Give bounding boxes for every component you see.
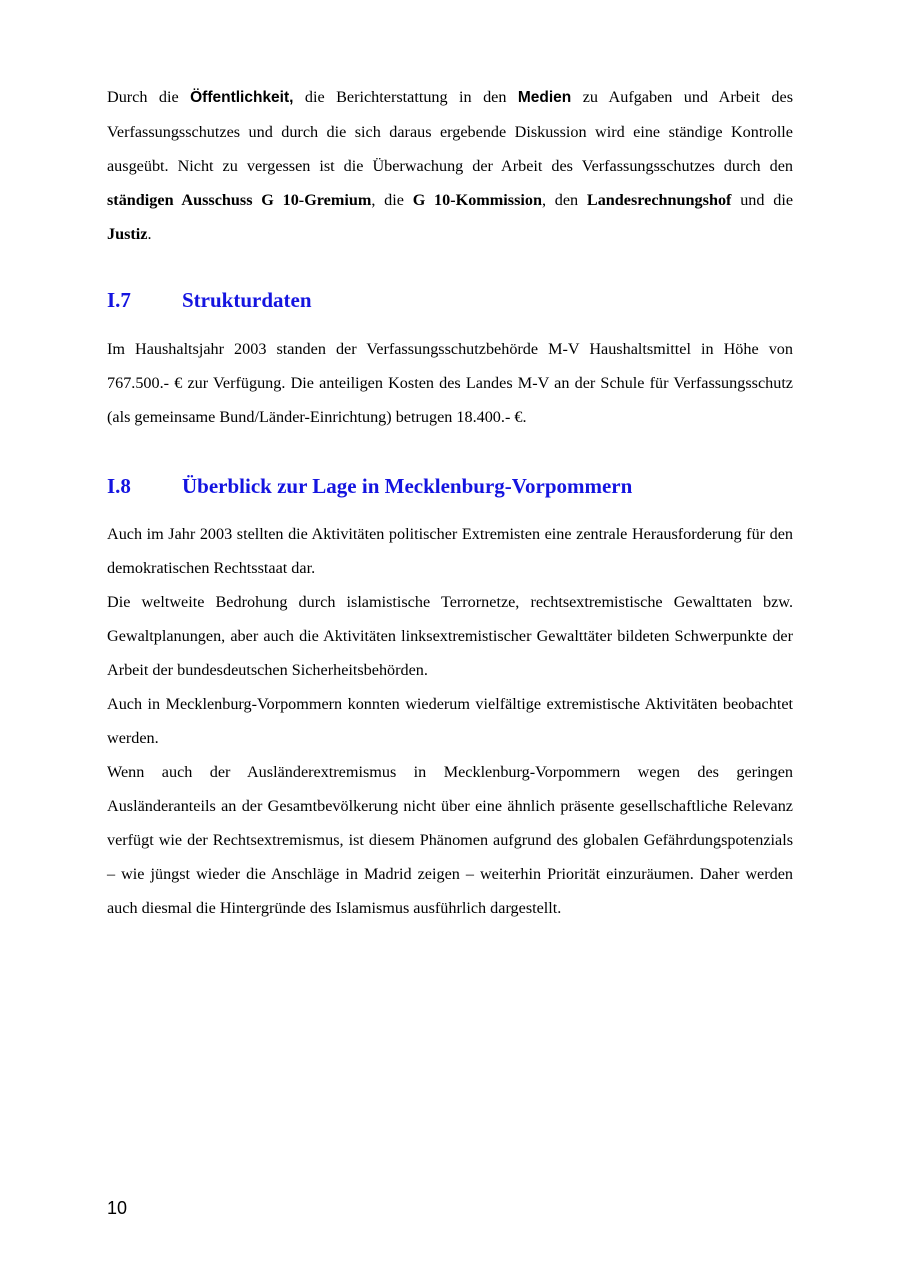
term-oeffentlichkeit: Öffentlichkeit,: [190, 89, 294, 106]
intro-text: und die: [731, 191, 794, 209]
term-ausschuss: ständigen Ausschuss G 10-Gremium: [107, 191, 372, 209]
lage-paragraph: Auch im Jahr 2003 stellten die Aktivitäten politischer Extremisten eine zentrale Herausforderung für den demokratischen Rechtsstaat dar.: [107, 525, 793, 577]
section-number: I.7: [107, 288, 131, 312]
page-content: [107, 80, 793, 925]
intro-text: Durch die: [107, 88, 191, 106]
intro-text: zu Aufgaben und Arbeit des Verfassungsschutzes und durch die sich daraus ergebende Diskussion wird eine ständige Kontrolle ausgeübt. Nicht zu vergessen ist die Überwachung der Arbeit des Verfassungsschutzes durch den: [107, 88, 793, 175]
term-medien: Medien: [517, 89, 572, 106]
term-rechnungshof: Landesrechnungshof: [586, 191, 732, 209]
intro-text: die Berichterstattung in den: [293, 88, 518, 106]
section-title: Strukturdaten: [182, 288, 312, 312]
strukturdaten-paragraph: Im Haushaltsjahr 2003 standen der Verfassungsschutzbehörde M-V Haushaltsmittel in Höhe von 767.500.- € zur Verfügung. Die anteiligen Kosten des Landes M-V an der Schule für Verfassungsschutz (als gemeinsame Bund/Länder-Einrichtung) betrugen 18.400.- €.: [107, 340, 793, 426]
intro-paragraph: [107, 80, 793, 251]
intro-text: , die: [371, 191, 413, 209]
intro-text: .: [147, 225, 152, 243]
section-heading-i7: [107, 288, 793, 313]
lage-paragraph: Die weltweite Bedrohung durch islamistische Terrornetze, rechtsextremistische Gewalttaten bzw. Gewaltplanungen, aber auch die Aktivitäten linksextremistischer Gewalttäter bildeten Schwerpunkte der Arbeit der bundesdeutschen Sicherheitsbehörden.: [107, 593, 793, 679]
lage-paragraph: Wenn auch der Ausländerextremismus in Mecklenburg-Vorpommern wegen des geringen Ausländeranteils an der Gesamtbevölkerung nicht über eine ähnlich präsente gesellschaftliche Relevanz verfügt wie der Rechtsextremismus, ist diesem Phänomen aufgrund des globalen Gefährdungspotenzials – wie jüngst wieder die Anschläge in Madrid zeigen – weiterhin Priorität einzuräumen. Daher werden auch diesmal die Hintergründe des Islamismus ausführlich dargestellt.: [107, 763, 793, 917]
term-justiz: Justiz: [107, 225, 148, 243]
lage-paragraph: Auch in Mecklenburg-Vorpommern konnten wiederum vielfältige extremistische Aktivitäten beobachtet werden.: [107, 695, 793, 747]
section-heading-i8: [107, 474, 793, 499]
section-title: Überblick zur Lage in Mecklenburg-Vorpommern: [182, 474, 633, 498]
page-number: 10: [107, 1198, 128, 1218]
section-number: I.8: [107, 474, 131, 498]
term-kommission: G 10-Kommission: [412, 191, 542, 209]
intro-text: , den: [541, 191, 587, 209]
